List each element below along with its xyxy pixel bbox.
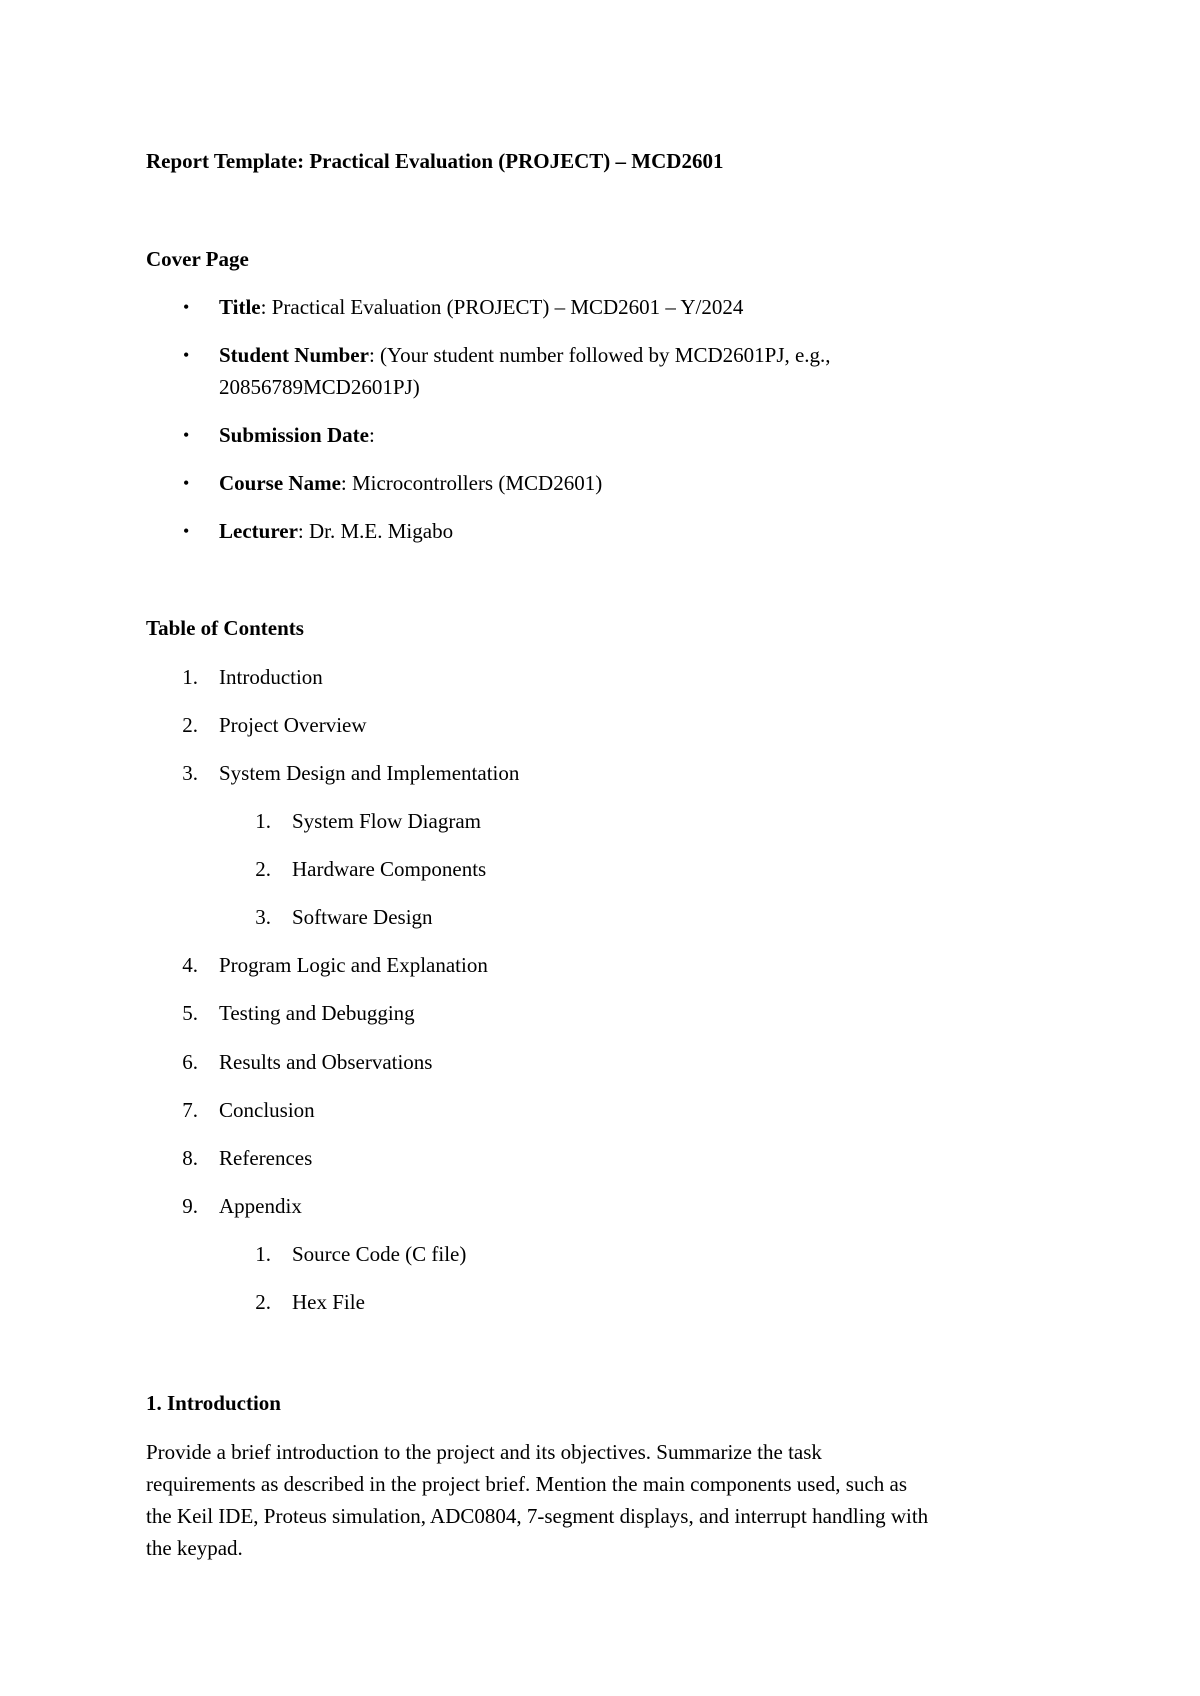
paragraph-line: requirements as described in the project brief. Mention the main components used, such as <box>146 1472 908 1496</box>
toc-item-number: 9. <box>182 1194 198 1218</box>
cover-item-value: Practical Evaluation (PROJECT) – MCD2601 – Y/2024 <box>271 295 744 319</box>
toc-item-text: Source Code (C file) <box>292 1242 467 1266</box>
toc-item-text: Introduction <box>219 665 323 689</box>
toc-item-number: 1. <box>255 809 271 833</box>
toc-item-text: System Flow Diagram <box>292 809 481 833</box>
toc-item-number: 2. <box>182 713 198 737</box>
toc-item-text: Appendix <box>219 1194 302 1218</box>
toc-item-number: 5. <box>182 1001 198 1025</box>
cover-item-sep: : <box>368 343 381 367</box>
cover-item-value: (Your student number followed by MCD2601PJ, e.g., <box>380 343 831 367</box>
bullet-icon: • <box>183 297 190 317</box>
toc-item-number: 3. <box>182 761 198 785</box>
toc-item-number: 6. <box>182 1050 198 1074</box>
cover-item-label: Course Name <box>219 471 341 495</box>
toc-item-text: References <box>219 1146 313 1170</box>
introduction-heading: 1. Introduction <box>146 1391 281 1415</box>
cover-item-value: Microcontrollers (MCD2601) <box>351 471 603 495</box>
cover-item-label: Submission Date <box>219 423 369 447</box>
paragraph-line: the keypad. <box>146 1536 243 1560</box>
toc-item-text: Hex File <box>292 1290 365 1314</box>
cover-item-value: Dr. M.E. Migabo <box>309 519 454 543</box>
toc-item-number: 1. <box>255 1242 271 1266</box>
paragraph-line: Provide a brief introduction to the project and its objectives. Summarize the task <box>146 1440 822 1464</box>
toc-item-text: System Design and Implementation <box>219 761 520 785</box>
toc-item-text: Conclusion <box>219 1098 315 1122</box>
paragraph-line: the Keil IDE, Proteus simulation, ADC0804, 7-segment displays, and interrupt handling with <box>146 1504 929 1528</box>
toc-item-number: 2. <box>255 1290 271 1314</box>
toc-item-number: 7. <box>182 1098 198 1122</box>
bullet-icon: • <box>183 473 190 493</box>
toc-item-text: Testing and Debugging <box>219 1001 415 1025</box>
bullet-icon: • <box>183 425 190 445</box>
document-title: Report Template: Practical Evaluation (PROJECT) – MCD2601 <box>146 149 724 173</box>
cover-item-label: Lecturer <box>219 519 298 543</box>
cover-item-sep: : <box>340 471 352 495</box>
cover-item-label: Student Number <box>219 343 369 367</box>
bullet-icon: • <box>183 521 190 541</box>
bullet-icon: • <box>183 345 190 365</box>
toc-heading: Table of Contents <box>146 616 304 640</box>
toc-item-number: 3. <box>255 905 271 929</box>
cover-item-value-continued: 20856789MCD2601PJ) <box>219 375 420 399</box>
cover-page-heading: Cover Page <box>146 247 249 271</box>
cover-item-sep: : <box>297 519 309 543</box>
toc-item-number: 1. <box>182 665 198 689</box>
toc-item-text: Program Logic and Explanation <box>219 953 488 977</box>
cover-item-label: Title <box>219 295 261 319</box>
toc-item-text: Software Design <box>292 905 433 929</box>
cover-item-sep: : <box>260 295 272 319</box>
toc-item-text: Hardware Components <box>292 857 487 881</box>
toc-item-text: Project Overview <box>219 713 367 737</box>
toc-item-number: 2. <box>255 857 271 881</box>
toc-item-number: 8. <box>182 1146 198 1170</box>
toc-item-number: 4. <box>182 953 198 977</box>
toc-item-text: Results and Observations <box>219 1050 433 1074</box>
cover-item-sep: : <box>368 423 375 447</box>
